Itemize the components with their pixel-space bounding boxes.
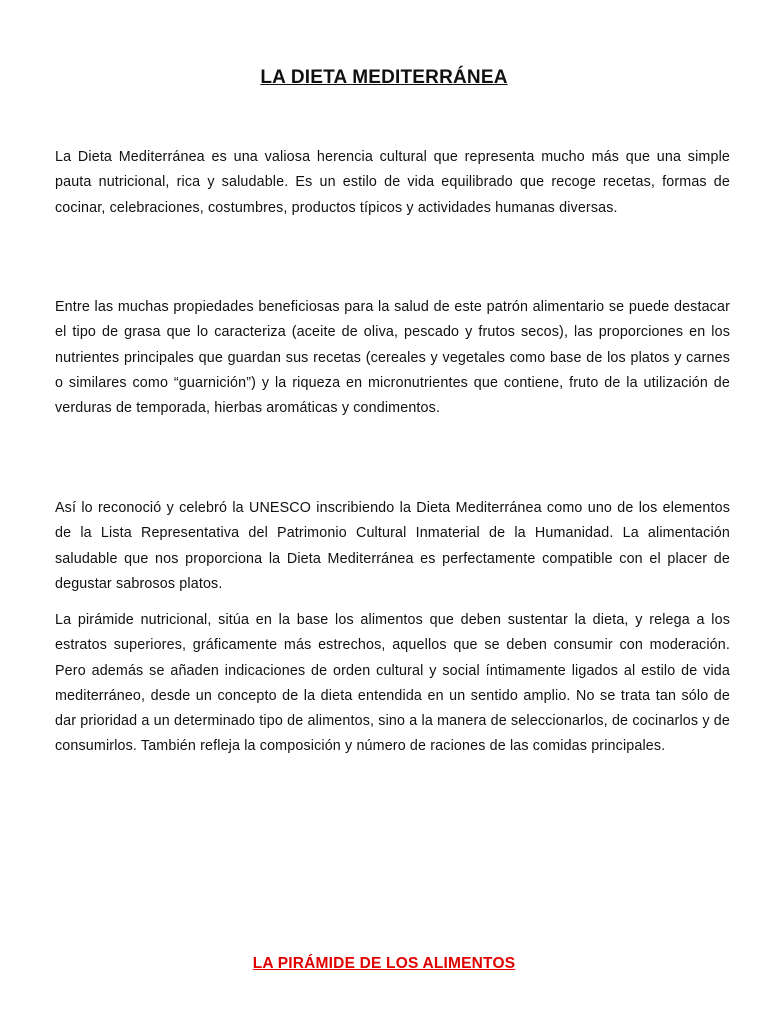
paragraph-health-properties: Entre las muchas propiedades beneficiosas para la salud de este patrón alimentario se puede destacar el tipo de grasa que lo caracteriza (aceite de oliva, pescado y frutos secos), las proporciones en los nutrientes principales que guardan sus recetas (cereales y vegetales como base de los platos y carnes o similares como “guarnición”) y la riqueza en micronutrientes que contiene, fruto de la utilización de verduras de temporada, hierbas aromáticas y condimentos. [55,299,730,417]
document-title: LA DIETA MEDITERRÁNEA [260,67,508,88]
paragraph-pyramid: La pirámide nutricional, sitúa en la base los alimentos que deben sustentar la dieta, y relega a los estratos superiores, gráficamente más estrechos, aquellos que se deben consumir con moderación. Pero además se añaden indicaciones de orden cultural y social íntimamente ligados al estilo de vida mediterráneo, desde un concepto de la dieta entendida en un sentido amplio. No se trata tan sólo de dar prioridad a un determinado tipo de alimentos, sino a la manera de seleccionarlos, de cocinarlos y de consumirlos. También refleja la composición y número de raciones de las comidas principales. [55,612,730,755]
paragraph-intro: La Dieta Mediterránea es una valiosa herencia cultural que representa mucho más que una simple pauta nutricional, rica y saludable. Es un estilo de vida equilibrado que recoge recetas, formas de cocinar, celebraciones, costumbres, productos típicos y actividades humanas diversas. [55,149,730,216]
paragraph-unesco: Así lo reconoció y celebró la UNESCO inscribiendo la Dieta Mediterránea como uno de los elementos de la Lista Representativa del Patrimonio Cultural Inmaterial de la Humanidad. La alimentación saludable que nos proporciona la Dieta Mediterránea es perfectamente compatible con el placer de degustar sabrosos platos. [55,500,730,592]
section-title-pyramid: LA PIRÁMIDE DE LOS ALIMENTOS [252,955,516,972]
